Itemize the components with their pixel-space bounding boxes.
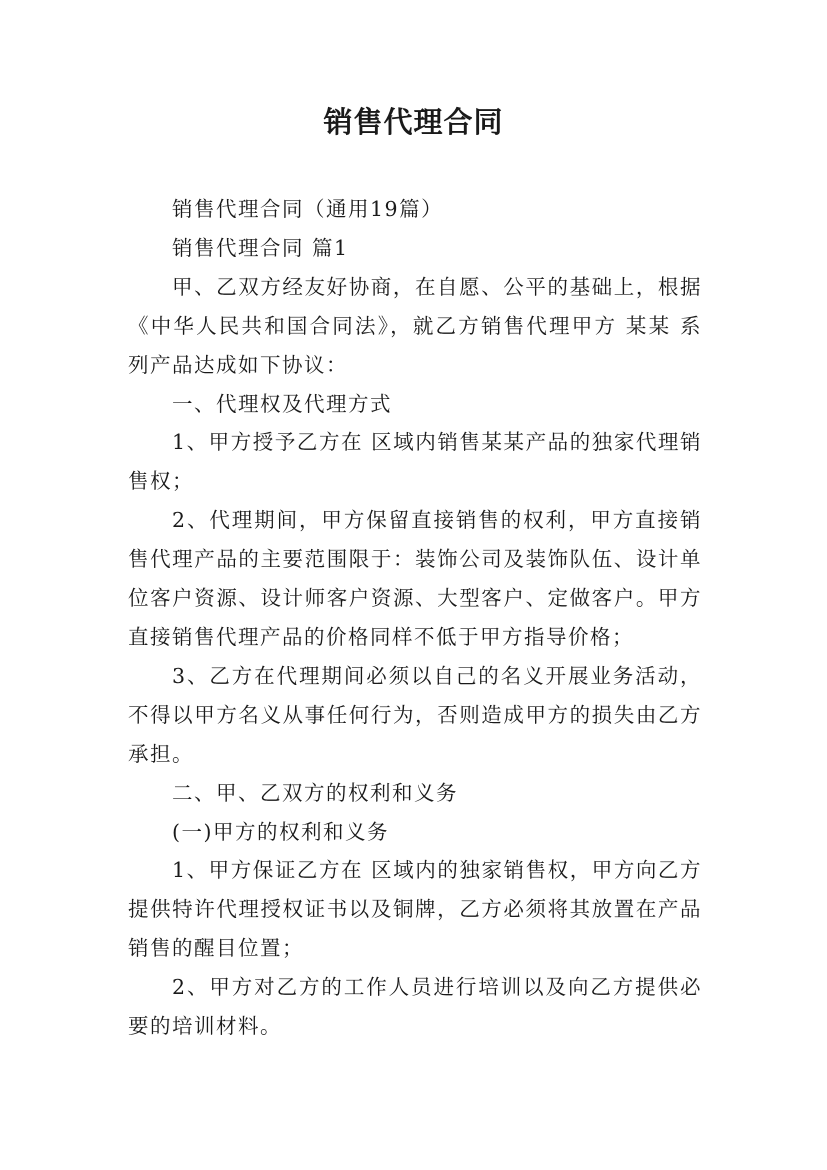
- paragraph-preamble: 甲、乙双方经友好协商，在自愿、公平的基础上，根据《中华人民共和国合同法》，就乙方销售代理甲方 某某 系列产品达成如下协议：: [128, 274, 702, 377]
- paragraph-section-heading: 销售代理合同 篇1: [172, 235, 349, 260]
- paragraph-heading-rights: 二、甲、乙双方的权利和义务: [172, 780, 458, 805]
- paragraph-subtitle: 销售代理合同（通用19篇）: [172, 197, 444, 221]
- paragraph-party-a-clause-2: 2、甲方对乙方的工作人员进行培训以及向乙方提供必要的培训材料。: [128, 975, 702, 1039]
- paragraph-heading-agency: 一、代理权及代理方式: [172, 391, 392, 416]
- paragraph-clause-2: 2、代理期间，甲方保留直接销售的权利，甲方直接销售代理产品的主要范围限于：装饰公司及装饰队伍、设计单位客户资源、设计师客户资源、大型客户、定做客户。甲方直接销售代理产品的价格同样不低于甲方指导价格；: [128, 508, 702, 649]
- paragraph-clause-1: 1、甲方授予乙方在 区域内销售某某产品的独家代理销售权；: [128, 430, 702, 494]
- document-title: 销售代理合同: [323, 105, 504, 139]
- paragraph-party-a-clause-1: 1、甲方保证乙方在 区域内的独家销售权，甲方向乙方提供特许代理授权证书以及铜牌，乙方必须将其放置在产品销售的醒目位置；: [128, 858, 702, 961]
- paragraph-subheading-party-a: (一)甲方的权利和义务: [172, 819, 389, 844]
- document-body: [128, 190, 702, 1046]
- paragraph-clause-3: 3、乙方在代理期间必须以自己的名义开展业务活动，不得以甲方名义从事任何行为，否则造成甲方的损失由乙方承担。: [128, 663, 702, 766]
